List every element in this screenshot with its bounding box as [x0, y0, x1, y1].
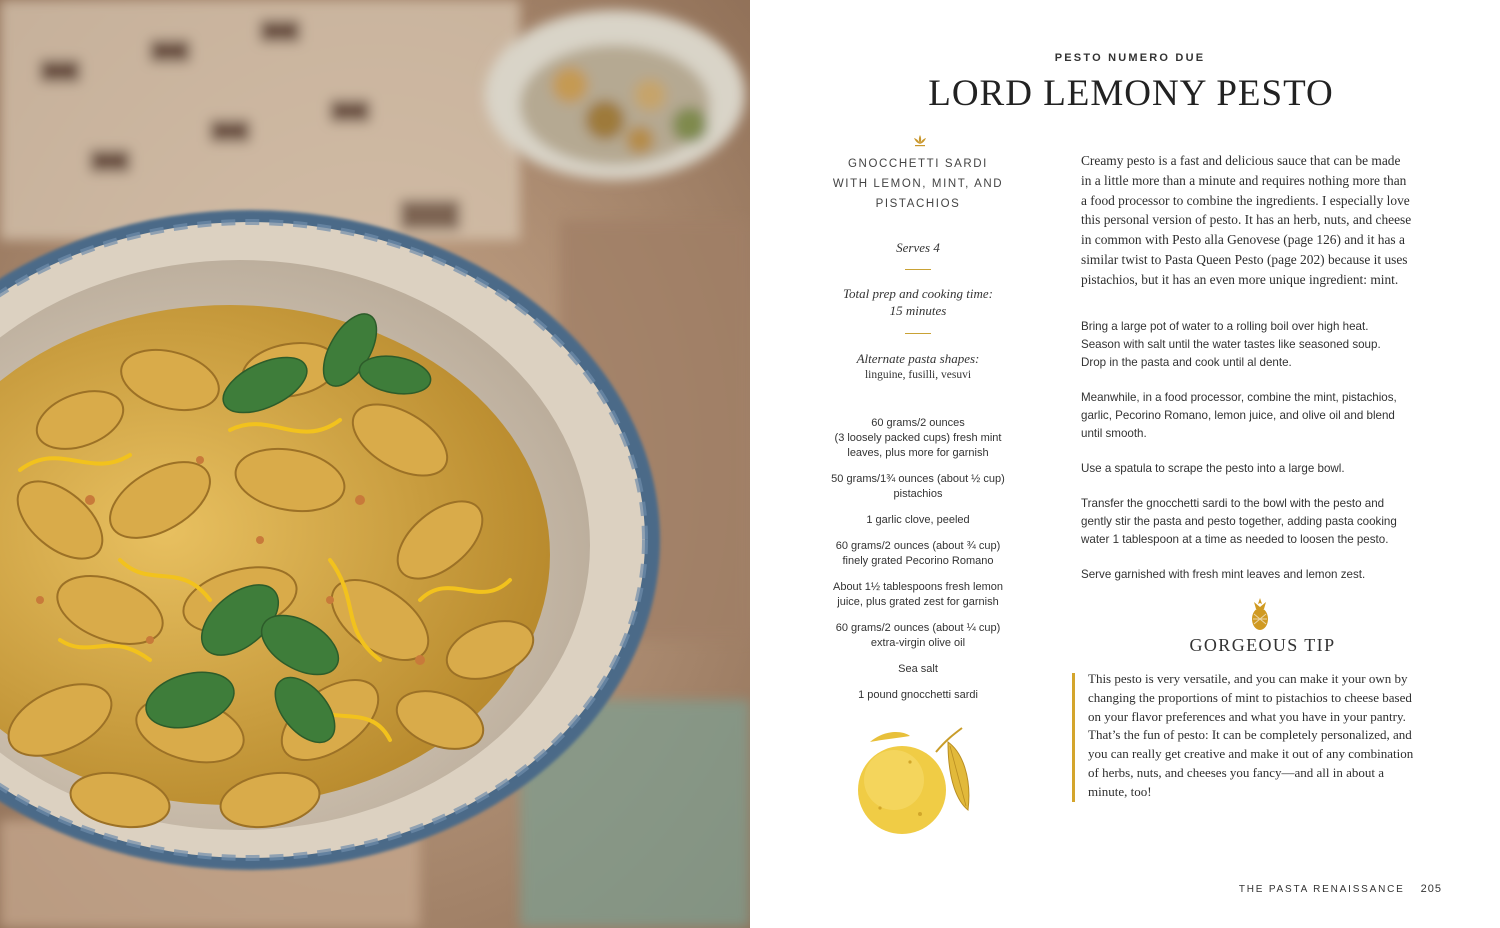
time-label: Total prep and cooking time: — [843, 286, 993, 301]
intro-line: a food processor to combine the ingredients. I especially love — [1081, 192, 1410, 208]
step-paragraph — [1081, 460, 1446, 478]
ingredient-item — [808, 539, 1028, 569]
pineapple-ornament-icon — [1249, 598, 1271, 632]
tip-body — [1088, 670, 1450, 802]
tip-line: you can really get creative and make it out of any combination — [1088, 746, 1414, 762]
ingredient-item — [808, 472, 1028, 502]
ingredient-line: About 1½ tablespoons fresh lemon — [832, 581, 1003, 593]
tip-line: minute, too! — [1088, 783, 1152, 799]
ingredient-item — [808, 621, 1028, 651]
lemon-illustration — [850, 722, 990, 842]
ingredient-line: 60 grams/2 ounces — [871, 417, 965, 429]
ingredient-line: (3 loosely packed cups) fresh mint — [834, 432, 1002, 444]
step-paragraph — [1081, 318, 1446, 372]
recipe-page — [750, 0, 1500, 928]
step-line: Serve garnished with fresh mint leaves and lemon zest. — [1081, 568, 1366, 581]
recipe-kicker: PESTO NUMERO DUE — [1054, 52, 1206, 64]
ingredient-item — [808, 580, 1028, 610]
ingredient-line: pistachios — [893, 488, 943, 500]
time-value: 15 minutes — [889, 303, 947, 318]
ingredient-item — [808, 416, 1028, 461]
step-paragraph — [1081, 495, 1446, 549]
page-footer — [1239, 883, 1442, 895]
step-line: Meanwhile, in a food processor, combine the mint, pistachios, — [1081, 391, 1397, 404]
step-paragraph — [1081, 389, 1446, 443]
step-line: Transfer the gnocchetti sardi to the bowl with the pesto and — [1081, 497, 1385, 510]
tip-line: This pesto is very versatile, and you can make it your own by — [1088, 671, 1408, 686]
intro-line: pistachios, but it has an even more unique ingredient: mint. — [1081, 271, 1399, 287]
step-line: garlic, Pecorino Romano, lemon juice, and olive oil and blend — [1081, 409, 1395, 422]
ingredients-list — [808, 416, 1028, 714]
recipe-steps — [1081, 318, 1446, 601]
subtitle-line: PISTACHIOS — [875, 198, 961, 210]
divider — [905, 269, 931, 270]
ingredient-line: finely grated Pecorino Romano — [842, 555, 994, 567]
ingredient-item — [808, 688, 1028, 703]
recipe-subtitle — [818, 154, 1018, 214]
alt-shapes-value: linguine, fusilli, vesuvi — [864, 369, 972, 381]
step-line: water 1 tablespoon at a time as needed to loosen the pesto. — [1081, 533, 1389, 546]
tip-accent-bar — [1072, 673, 1075, 802]
ingredient-line: 60 grams/2 ounces (about ¾ cup) — [835, 540, 1001, 552]
ingredient-item — [808, 513, 1028, 528]
step-line: Drop in the pasta and cook until al dente. — [1081, 356, 1292, 369]
intro-line: in a little more than a minute and requires nothing more than — [1081, 172, 1407, 188]
time-info — [818, 285, 1018, 319]
step-paragraph — [1081, 566, 1446, 584]
step-line: Use a spatula to scrape the pesto into a large bowl. — [1081, 462, 1345, 475]
ingredient-line: 1 garlic clove, peeled — [866, 514, 970, 526]
running-head: THE PASTA RENAISSANCE — [1238, 884, 1405, 895]
ingredient-line: leaves, plus more for garnish — [847, 447, 989, 459]
subtitle-line: GNOCCHETTI SARDI — [848, 158, 988, 170]
divider — [905, 333, 931, 334]
tip-line: changing the proportions of mint to pistachios to cheese based — [1088, 689, 1412, 705]
intro-line: Creamy pesto is a fast and delicious sauce that can be made — [1081, 153, 1401, 168]
recipe-intro — [1081, 151, 1443, 290]
tip-line: on your flavor preferences and what you have in your pantry. — [1088, 708, 1406, 724]
intro-line: this personal version of pesto. It has an herb, nuts, and cheese — [1081, 212, 1412, 228]
intro-line: in common with Pesto alla Genovese (page 126) and it has a — [1081, 232, 1405, 248]
step-line: until smooth. — [1081, 427, 1147, 440]
ingredient-item — [808, 662, 1028, 677]
ingredient-line: Sea salt — [898, 663, 938, 675]
ingredient-line: 60 grams/2 ounces (about ¼ cup) — [835, 622, 1001, 634]
subtitle-line: WITH LEMON, MINT, AND — [832, 178, 1004, 190]
tip-line: That’s the fun of pesto: It can be completely personalized, and — [1088, 727, 1412, 743]
step-line: Season with salt until the water tastes like seasoned soup. — [1081, 338, 1381, 351]
ingredient-line: juice, plus grated zest for garnish — [837, 596, 999, 608]
ingredient-line: 50 grams/1¾ ounces (about ½ cup) — [831, 473, 1005, 485]
ingredient-line: 1 pound gnocchetti sardi — [858, 689, 978, 701]
recipe-title: LORD LEMONY PESTO — [928, 73, 1334, 114]
lotus-ornament-icon — [913, 135, 927, 147]
tip-title: GORGEOUS TIP — [1189, 635, 1336, 655]
serves-text: Serves 4 — [896, 240, 940, 255]
page-number: 205 — [1420, 883, 1442, 895]
ingredient-line: extra-virgin olive oil — [870, 637, 966, 649]
step-line: gently stir the pasta and pesto together, adding pasta cooking — [1081, 515, 1397, 528]
tip-line: of herbs, nuts, and cheeses you fancy—and all in about a — [1088, 764, 1385, 780]
alt-shapes-label: Alternate pasta shapes: — [856, 351, 980, 366]
alt-shapes — [818, 350, 1018, 384]
intro-line: similar twist to Pasta Queen Pesto (page 202) because it uses — [1081, 251, 1408, 267]
step-line: Bring a large pot of water to a rolling boil over high heat. — [1081, 320, 1369, 333]
